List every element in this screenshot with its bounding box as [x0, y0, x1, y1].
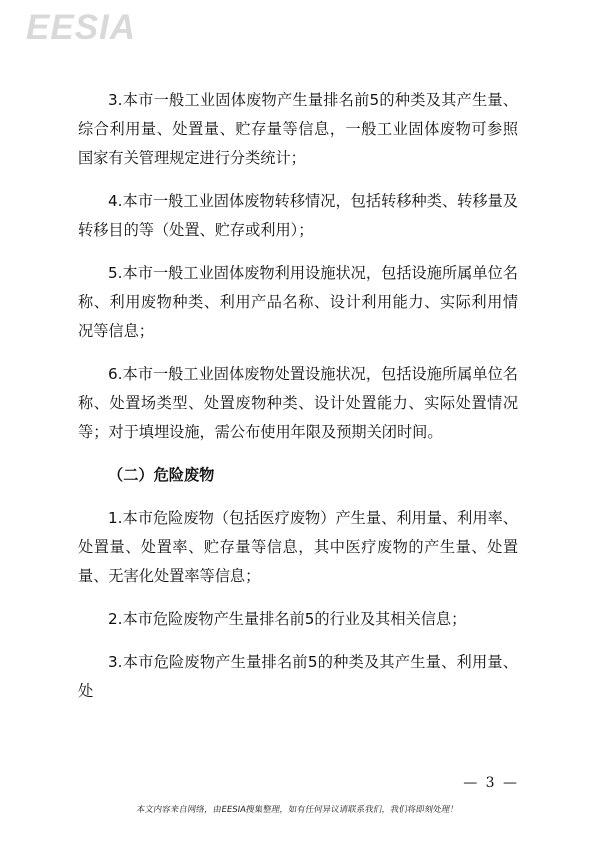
paragraph-item-4: 4.本市一般工业固体废物转移情况，包括转移种类、转移量及转移目的等（处置、贮存或利用）；	[78, 192, 518, 239]
section-heading-hazardous-waste: （二）危险废物	[108, 466, 215, 484]
hazardous-paragraph-1: 1.本市危险废物（包括医疗废物）产生量、利用量、利用率、处置量、处置率、贮存量等信息，其中医疗废物的产生量、处置量、无害化处置率等信息；	[78, 509, 518, 585]
paragraph-item-5: 5.本市一般工业固体废物利用设施状况，包括设施所属单位名称、利用废物种类、利用产品名称、设计利用能力、实际利用情况等信息；	[78, 264, 518, 340]
document-body	[78, 86, 518, 706]
page-number: — 3 —	[463, 775, 519, 791]
footer-disclaimer: 本文内容来自网络，由EESIA搜集整理，如有任何异议请联系我们，我们将即刻处理！	[135, 805, 460, 815]
hazardous-paragraph-2: 2.本市危险废物产生量排名前5的行业及其相关信息；	[108, 610, 467, 628]
hazardous-paragraph-3: 3.本市危险废物产生量排名前5的种类及其产生量、利用量、处	[78, 653, 518, 700]
eesia-logo: EESIA	[26, 8, 137, 47]
paragraph-item-6: 6.本市一般工业固体废物处置设施状况，包括设施所属单位名称、处置场类型、处置废物种类、设计处置能力、实际处置情况等；对于填埋设施，需公布使用年限及预期关闭时间。	[78, 365, 518, 441]
paragraph-item-3: 3.本市一般工业固体废物产生量排名前5的种类及其产生量、综合利用量、处置量、贮存量等信息，一般工业固体废物可参照国家有关管理规定进行分类统计；	[78, 91, 518, 167]
